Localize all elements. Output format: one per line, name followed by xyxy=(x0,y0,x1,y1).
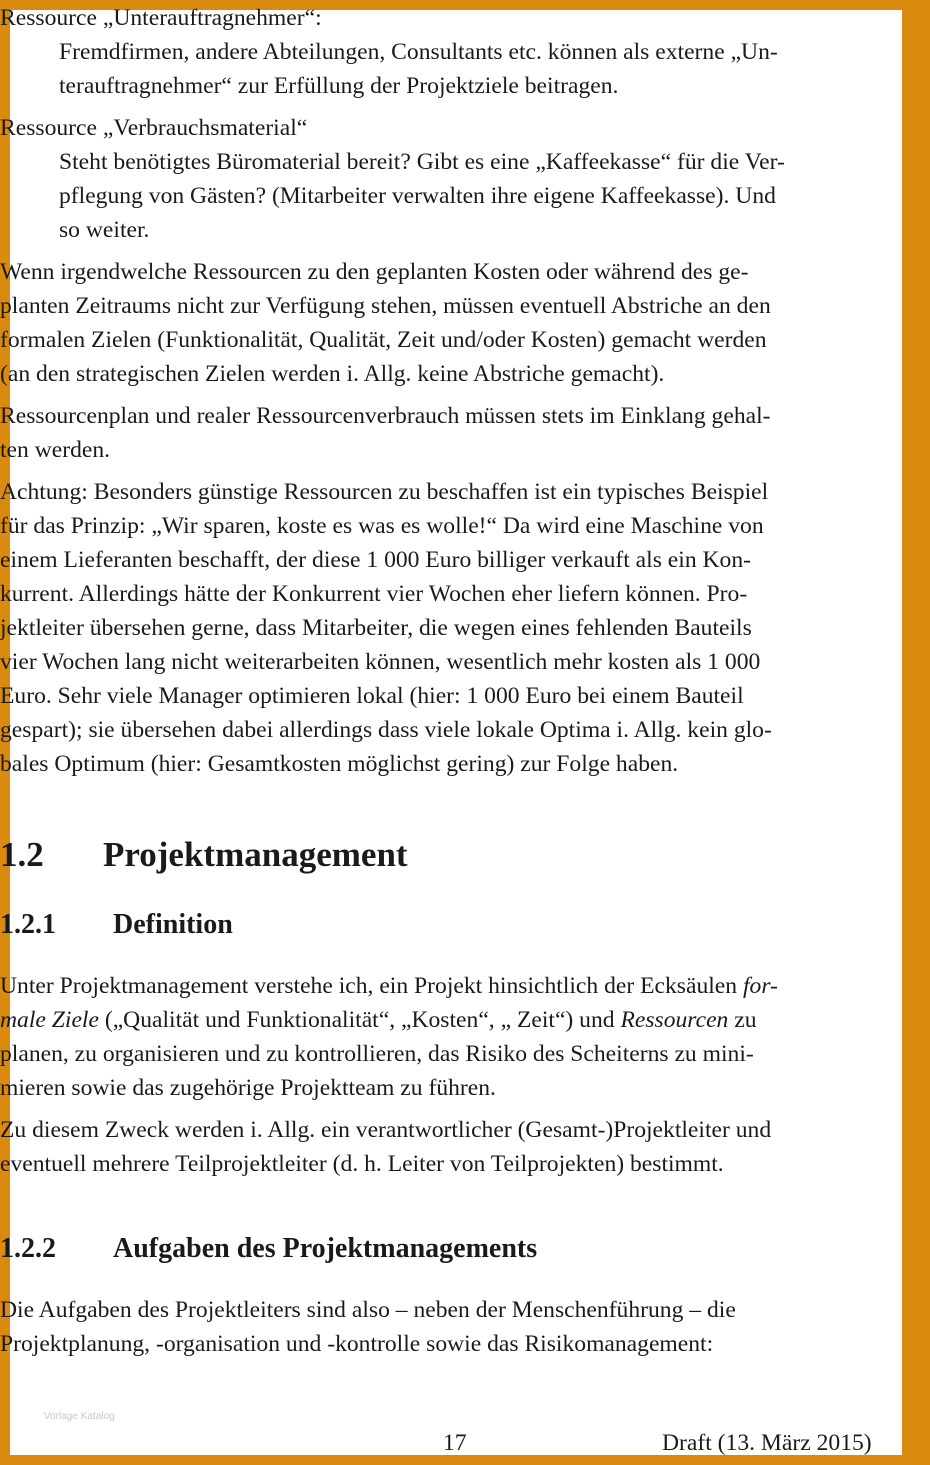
section-title: Projektmanagement xyxy=(103,835,408,874)
text-line: pflegung von Gästen? (Mitarbeiter verwalten ihre eigene Kaffeekasse). Und xyxy=(59,183,776,209)
subsection-title: Definition xyxy=(113,909,233,940)
text-line: Achtung: Besonders günstige Ressourcen zu beschaffen ist ein typisches Beispiel xyxy=(0,479,769,505)
watermark: Vorlage Katalog xyxy=(44,1411,115,1422)
paragraph-aufgaben xyxy=(0,1293,930,1361)
text-line: Ressourcenplan und realer Ressourcenverbrauch müssen stets im Einklang gehal- xyxy=(0,403,771,429)
text-line: gespart); sie übersehen dabei allerdings dass viele lokale Optima i. Allg. kein glo- xyxy=(0,717,772,743)
section-heading xyxy=(0,833,930,877)
text-line xyxy=(0,969,930,1003)
text-line: Wenn irgendwelche Ressourcen zu den geplanten Kosten oder während des ge- xyxy=(0,259,749,285)
text-line: Die Aufgaben des Projektleiters sind also – neben der Menschenführung – die xyxy=(0,1297,736,1323)
item-body-verbrauchsmaterial xyxy=(0,145,930,247)
subsection-number: 1.2.2 xyxy=(0,1233,56,1264)
item-title-unterauftragnehmer xyxy=(0,1,930,35)
item-body-unterauftragnehmer xyxy=(0,35,930,103)
text-line: planen, zu organisieren und zu kontrollieren, das Risiko des Scheiterns zu mini- xyxy=(0,1041,754,1067)
item-title-verbrauchsmaterial xyxy=(0,111,930,145)
text-run: Unter Projektmanagement verstehe ich, ein Projekt hinsichtlich der Ecksäulen xyxy=(0,973,743,999)
text-line: Zu diesem Zweck werden i. Allg. ein verantwortlicher (Gesamt-)Projektleiter und xyxy=(0,1117,772,1143)
text-line: Fremdfirmen, andere Abteilungen, Consultants etc. können als externe „Un- xyxy=(59,39,778,65)
item-title: Ressource „Verbrauchsmaterial“ xyxy=(0,115,308,141)
text-run: zu xyxy=(728,1007,757,1033)
text-line: einem Lieferanten beschafft, der diese 1 000 Euro billiger verkauft als ein Kon- xyxy=(0,547,752,573)
subsection-number: 1.2.1 xyxy=(0,909,56,940)
subsection-heading-definition xyxy=(0,907,930,943)
text-line: jektleiter übersehen gerne, dass Mitarbeiter, die wegen eines fehlenden Bauteils xyxy=(0,615,752,641)
paragraph-ressourcen-abstriche xyxy=(0,255,930,391)
text-line: mieren sowie das zugehörige Projektteam zu führen. xyxy=(0,1075,496,1101)
page-number: 17 xyxy=(443,1430,467,1456)
text-run: („Qualität und Funktionalität“, „Kosten“, „ Zeit“) und xyxy=(98,1007,621,1033)
text-line: Projektplanung, -organisation und -kontrolle sowie das Risikomanagement: xyxy=(0,1331,714,1357)
paragraph-purpose xyxy=(0,1113,930,1181)
text-line: terauftragnehmer“ zur Erfüllung der Projektziele beitragen. xyxy=(59,73,619,99)
text-line: für das Prinzip: „Wir sparen, koste es was es wolle!“ Da wird eine Maschine von xyxy=(0,513,764,539)
paragraph-definition xyxy=(0,969,930,1105)
emphasis-term: Ressourcen xyxy=(620,1007,729,1033)
text-line: eventuell mehrere Teilprojektleiter (d. h. Leiter von Teilprojekten) bestimmt. xyxy=(0,1151,724,1177)
text-line: planten Zeitraums nicht zur Verfügung stehen, müssen eventuell Abstriche an den xyxy=(0,293,771,319)
emphasis-term: male Ziele xyxy=(0,1007,99,1033)
text-line xyxy=(0,1003,930,1037)
text-line: kurrent. Allerdings hätte der Konkurrent vier Wochen eher liefern können. Pro- xyxy=(0,581,748,607)
text-line: Euro. Sehr viele Manager optimieren lokal (hier: 1 000 Euro bei einem Bauteil xyxy=(0,683,744,709)
emphasis-term: for- xyxy=(742,973,778,999)
text-line: bales Optimum (hier: Gesamtkosten möglichst gering) zur Folge haben. xyxy=(0,751,679,777)
paragraph-ressourcenplan xyxy=(0,399,930,467)
text-line: so weiter. xyxy=(59,217,150,243)
text-line: (an den strategischen Zielen werden i. Allg. keine Abstriche gemacht). xyxy=(0,361,665,387)
document-page xyxy=(0,5,902,1455)
text-line: Steht benötigtes Büromaterial bereit? Gibt es eine „Kaffeekasse“ für die Ver- xyxy=(59,149,785,175)
subsection-title: Aufgaben des Projektmanagements xyxy=(113,1233,538,1264)
subsection-heading-aufgaben xyxy=(0,1231,930,1267)
item-title: Ressource „Unterauftragnehmer“: xyxy=(0,5,322,31)
text-line: ten werden. xyxy=(0,437,111,463)
paragraph-achtung xyxy=(0,475,930,781)
text-line: formalen Zielen (Funktionalität, Qualität, Zeit und/oder Kosten) gemacht werden xyxy=(0,327,767,353)
draft-date: Draft (13. März 2015) xyxy=(662,1430,872,1456)
section-number: 1.2 xyxy=(0,835,44,874)
text-line: vier Wochen lang nicht weiterarbeiten können, wesentlich mehr kosten als 1 000 xyxy=(0,649,761,675)
